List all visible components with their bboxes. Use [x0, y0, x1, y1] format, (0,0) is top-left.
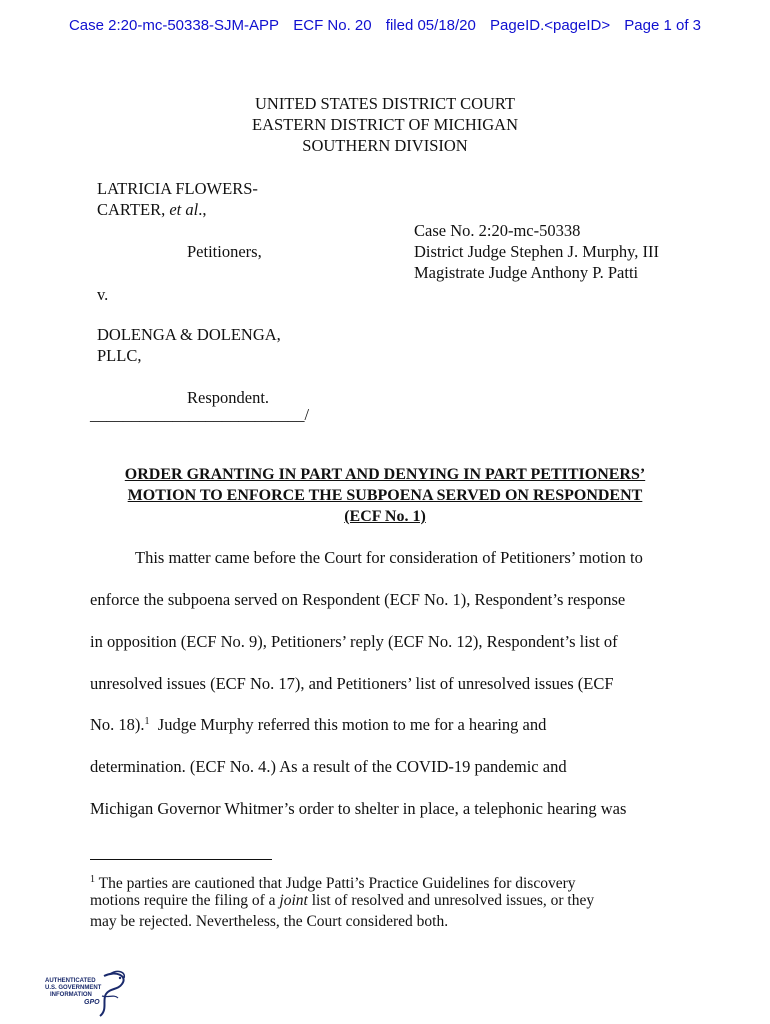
- et-al-text: et al: [169, 200, 199, 219]
- case-number: Case No. 2:20-mc-50338: [414, 221, 581, 240]
- respondent-label: Respondent.: [187, 388, 270, 407]
- body-line: unresolved issues (ECF No. 17), and Petitioners’ list of unresolved issues (ECF: [90, 674, 614, 693]
- petitioners-label: Petitioners,: [187, 242, 262, 261]
- body-line: determination. (ECF No. 4.) As a result of the COVID-19 pandemic and: [90, 757, 567, 776]
- court-name: UNITED STATES DISTRICT COURT: [254, 94, 515, 113]
- header-page-count: Page 1 of 3: [624, 17, 702, 34]
- petitioner-name-suffix: .,: [198, 200, 207, 219]
- body-line: in opposition (ECF No. 9), Petitioners’ reply (ECF No. 12), Respondent’s list of: [90, 632, 618, 651]
- footnote-divider: [90, 859, 272, 860]
- logo-text-line1: AUTHENTICATED: [45, 978, 96, 984]
- petitioner-name-text: CARTER,: [97, 200, 170, 219]
- body-line: This matter came before the Court for consideration of Petitioners’ motion to: [135, 548, 643, 567]
- header-ecf-number: ECF No. 20: [293, 17, 372, 34]
- logo-text-line2: U.S. GOVERNMENT: [45, 985, 102, 991]
- petitioner-name-line1: LATRICIA FLOWERS-: [97, 179, 258, 198]
- header-case-number: Case 2:20-mc-50338-SJM-APP: [68, 17, 280, 34]
- body-line: enforce the subpoena served on Respondent (ECF No. 1), Respondent’s response: [90, 590, 626, 609]
- body-text: No. 18).: [90, 715, 145, 734]
- petitioner-name-line2: [97, 199, 206, 220]
- footnote-text: list of resolved and unresolved issues, or they: [307, 892, 595, 909]
- gpo-eagle-icon: [44, 970, 130, 1020]
- order-title: [0, 464, 770, 527]
- footnote-italic-text: joint: [279, 892, 308, 909]
- court-heading: [0, 93, 770, 156]
- versus: v.: [97, 285, 109, 304]
- respondent-name-line1: DOLENGA & DOLENGA,: [97, 325, 281, 344]
- body-line: Michigan Governor Whitmer’s order to shelter in place, a telephonic hearing was: [90, 799, 627, 818]
- order-title-line3: (ECF No. 1): [344, 508, 426, 525]
- footnote-text: motions require the filing of a: [90, 892, 280, 909]
- magistrate-judge: Magistrate Judge Anthony P. Patti: [414, 263, 639, 282]
- court-division: SOUTHERN DIVISION: [302, 136, 468, 155]
- ecf-header: [0, 17, 770, 34]
- logo-text-gpo: GPO: [84, 999, 100, 1006]
- body-line: [90, 715, 546, 735]
- gpo-authentication-logo: [44, 970, 130, 1020]
- logo-text-line3: INFORMATION: [50, 992, 92, 998]
- footnote-line: may be rejected. Nevertheless, the Court considered both.: [90, 913, 449, 930]
- footnote-reference[interactable]: 1: [144, 716, 150, 727]
- footnote-line: [90, 890, 594, 911]
- respondent-name-line2: PLLC,: [97, 346, 142, 365]
- caption-signature-line: __________________________/: [90, 405, 310, 424]
- header-page-id: PageID.<pageID>: [490, 17, 611, 34]
- footnote-marker: 1: [90, 874, 95, 885]
- order-title-line1: ORDER GRANTING IN PART AND DENYING IN PART PETITIONERS’: [124, 466, 646, 483]
- district-judge: District Judge Stephen J. Murphy, III: [414, 242, 660, 261]
- court-district: EASTERN DISTRICT OF MICHIGAN: [252, 115, 518, 134]
- body-text: Judge Murphy referred this motion to me for a hearing and: [149, 715, 547, 734]
- header-filed-date: filed 05/18/20: [385, 17, 476, 34]
- footnote-text: The parties are cautioned that Judge Patti’s Practice Guidelines for discovery: [95, 875, 576, 892]
- order-title-line2: MOTION TO ENFORCE THE SUBPOENA SERVED ON RESPONDENT: [127, 487, 643, 504]
